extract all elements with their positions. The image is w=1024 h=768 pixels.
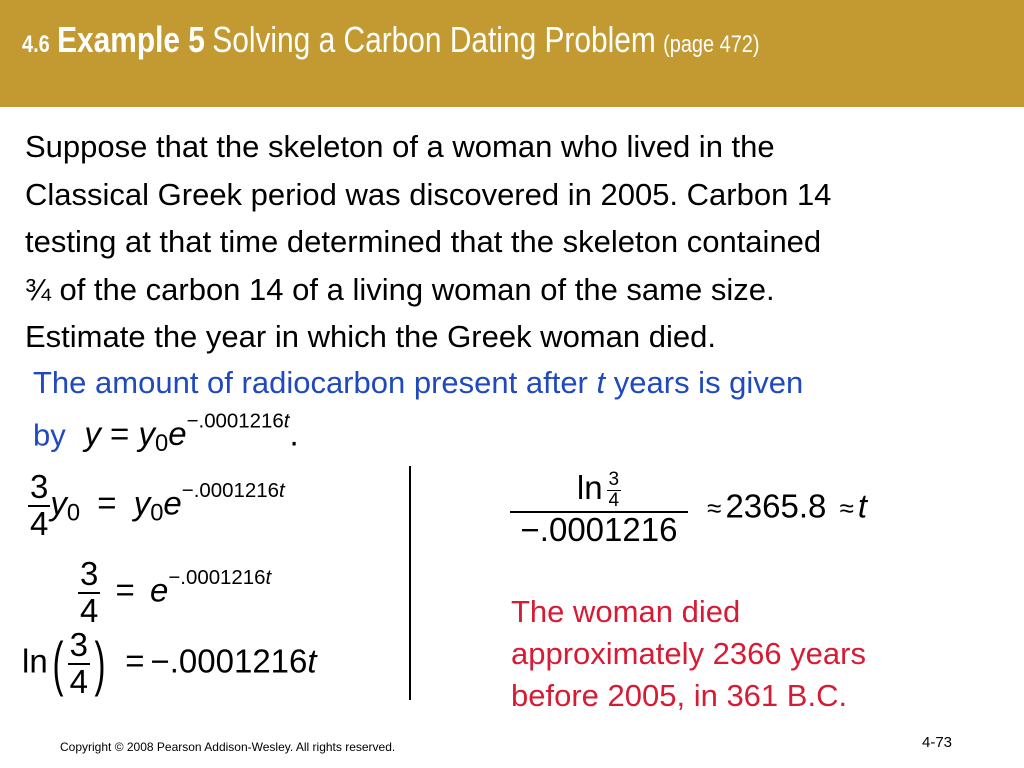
step3-t: t bbox=[307, 642, 317, 680]
small-fraction bbox=[607, 470, 622, 511]
solution-ln: ln bbox=[576, 469, 603, 507]
formula-exponent bbox=[187, 410, 290, 433]
step2-exponent bbox=[168, 566, 271, 589]
copyright-notice: Copyright © 2008 Pearson Addison-Wesley. All rights reserved. bbox=[60, 740, 396, 754]
solution-result: 2365.8 bbox=[725, 487, 827, 525]
step1-exponent bbox=[182, 479, 285, 502]
step1-sub0: 0 bbox=[66, 499, 81, 527]
solution-equation bbox=[510, 470, 867, 548]
equation-step-1 bbox=[28, 470, 285, 541]
step1-e: e bbox=[163, 484, 182, 522]
solution-t: t bbox=[857, 487, 868, 525]
step3-right-paren: ) bbox=[94, 629, 106, 697]
frac-denominator: 4 bbox=[69, 662, 89, 700]
solution-fraction bbox=[510, 470, 688, 548]
exponent-coef: −.0001216 bbox=[186, 410, 284, 433]
problem-statement: Suppose that the skeleton of a woman who lived in the Classical Greek period was discovered in 2005. Carbon 14 testing at that time determined that the skeleton contained ¾ of the carbon 14 of a living woman of the same size. Estimate the year in which the Greek woman died. bbox=[25, 129, 832, 354]
decay-formula bbox=[84, 410, 290, 458]
slide-title bbox=[22, 19, 760, 60]
step1-exp-coef: −.0001216 bbox=[181, 478, 279, 502]
slide-page-number: 4-73 bbox=[922, 734, 953, 751]
formula-equals: = bbox=[110, 415, 130, 453]
intro-line-2 bbox=[33, 402, 1013, 463]
step3-equals: = bbox=[125, 642, 145, 680]
equation-step-3 bbox=[22, 628, 317, 699]
formula-e: e bbox=[168, 415, 187, 453]
step1-sub0b: 0 bbox=[150, 499, 164, 527]
intro-text: The amount of radiocarbon present after bbox=[33, 365, 588, 400]
step2-e: e bbox=[149, 571, 169, 609]
solution-denominator: −.0001216 bbox=[520, 510, 678, 548]
formula-subscript: 0 bbox=[155, 430, 169, 458]
formula-intro bbox=[33, 363, 1013, 463]
step1-y: y bbox=[50, 484, 67, 522]
formula-y: y bbox=[84, 415, 101, 453]
fraction-three-quarters bbox=[68, 628, 90, 699]
intro-text-end: years is given bbox=[613, 365, 804, 400]
step2-exp-coef: −.0001216 bbox=[168, 565, 266, 589]
step2-exp-t: t bbox=[265, 565, 272, 589]
step1-y0: y bbox=[133, 484, 151, 522]
frac-numerator: 3 bbox=[80, 555, 99, 592]
approx-sign-1: ≈ bbox=[707, 493, 722, 524]
title-text: Solving a Carbon Dating Problem bbox=[212, 19, 656, 60]
step2-equals: = bbox=[115, 571, 135, 609]
conclusion-text: The woman died approximately 2366 years before 2005, in 361 B.C. bbox=[511, 594, 866, 713]
fraction-three-quarters bbox=[28, 470, 50, 541]
frac-numerator: 3 bbox=[69, 626, 89, 663]
small-frac-num: 3 bbox=[608, 469, 620, 490]
intro-line-1 bbox=[33, 363, 1013, 402]
step3-left-paren: ( bbox=[52, 629, 64, 697]
column-divider bbox=[409, 466, 411, 700]
fraction-three-quarters bbox=[78, 557, 100, 628]
step1-equals: = bbox=[97, 484, 117, 522]
equation-step-2 bbox=[78, 557, 271, 628]
approx-sign-2: ≈ bbox=[839, 493, 854, 524]
step1-exp-t: t bbox=[278, 478, 285, 502]
frac-numerator: 3 bbox=[30, 468, 49, 505]
intro-variable: t bbox=[596, 365, 606, 400]
section-number: 4.6 bbox=[22, 31, 50, 58]
example-label: Example 5 bbox=[57, 19, 205, 60]
intro-period: . bbox=[289, 415, 299, 453]
intro-by: by bbox=[33, 417, 66, 453]
page-reference: (page 472) bbox=[663, 31, 760, 58]
exponent-t: t bbox=[283, 410, 290, 433]
solution-numerator bbox=[575, 470, 623, 511]
step3-coef: −.0001216 bbox=[150, 642, 308, 680]
step3-ln: ln bbox=[22, 642, 48, 680]
formula-y0: y bbox=[138, 415, 155, 453]
frac-denominator: 4 bbox=[80, 591, 99, 629]
small-frac-den: 4 bbox=[608, 489, 620, 511]
frac-denominator: 4 bbox=[30, 504, 49, 542]
